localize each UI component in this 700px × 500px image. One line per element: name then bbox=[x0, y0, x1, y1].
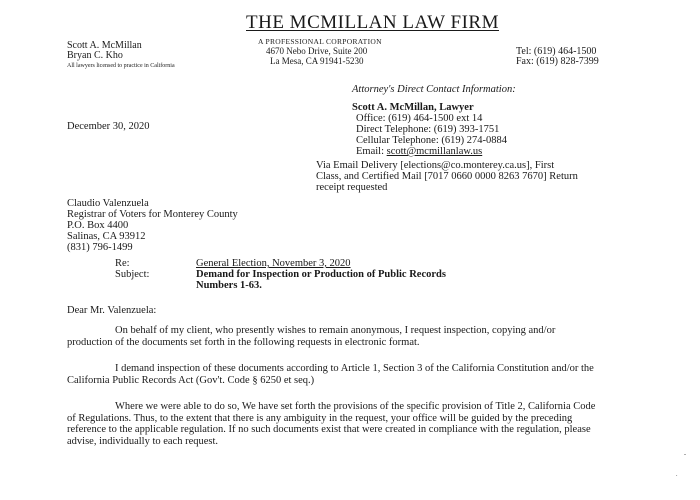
firm-telephone: Tel: (619) 464-1500 bbox=[516, 46, 597, 57]
delivery-line: Via Email Delivery [elections@co.monterey.ca.us], First bbox=[316, 160, 555, 171]
salutation: Dear Mr. Valenzuela: bbox=[67, 305, 157, 316]
recipient-po-box: P.O. Box 4400 bbox=[67, 220, 129, 231]
scan-mark: . bbox=[676, 472, 678, 478]
re-label: Re: bbox=[115, 258, 130, 269]
letter-date: December 30, 2020 bbox=[67, 121, 150, 132]
delivery-line: receipt requested bbox=[316, 182, 388, 193]
attorney-office-phone: Office: (619) 464-1500 ext 14 bbox=[356, 113, 483, 124]
attorney-name: Scott A. McMillan, Lawyer bbox=[352, 102, 474, 113]
partner-name: Bryan C. Kho bbox=[67, 50, 123, 61]
delivery-line: Class, and Certified Mail [7017 0660 0000 8263 7670] Return bbox=[316, 171, 578, 182]
body-paragraph: Where we were able to do so, We have set forth the provisions of the specific provision of Title 2, California Code of Regulations. Thus, to the extent that there is any ambiguity in the request, your office will be guided by the preceding reference to the applicable regulation. If no such documents exist that were created in compliance with the regulation, please advise, individually to each request. bbox=[67, 401, 596, 447]
recipient-city: Salinas, CA 93912 bbox=[67, 231, 146, 242]
admission-note: All lawyers licensed to practice in California bbox=[67, 63, 175, 69]
partner-name: Scott A. McMillan bbox=[67, 40, 142, 51]
recipient-title: Registrar of Voters for Monterey County bbox=[67, 209, 238, 220]
firm-name: THE MCMILLAN LAW FIRM bbox=[246, 12, 499, 33]
firm-address-line2: La Mesa, CA 91941-5230 bbox=[270, 56, 364, 66]
body-paragraph: I demand inspection of these documents according to Article 1, Section 3 of the California Constitution and/or the California Public Records Act (Gov't. Code § 6250 et seq.) bbox=[67, 363, 594, 386]
subject-line: Numbers 1-63. bbox=[196, 280, 262, 291]
re-value: General Election, November 3, 2020 bbox=[196, 258, 351, 269]
subject-line: Demand for Inspection or Production of Public Records bbox=[196, 269, 446, 280]
firm-fax: Fax: (619) 828-7399 bbox=[516, 56, 599, 67]
recipient-name: Claudio Valenzuela bbox=[67, 198, 149, 209]
body-paragraph: On behalf of my client, who presently wishes to remain anonymous, I request inspection, copying and/or production of the documents set forth in the following requests in electronic format. bbox=[67, 325, 556, 348]
contact-heading: Attorney's Direct Contact Information: bbox=[352, 84, 516, 95]
email-link[interactable]: scott@mcmillanlaw.us bbox=[386, 146, 483, 157]
scan-mark: - bbox=[684, 452, 686, 458]
email-label: Email: bbox=[356, 146, 387, 157]
attorney-cell-phone: Cellular Telephone: (619) 274-0884 bbox=[356, 135, 507, 146]
corp-line: A PROFESSIONAL CORPORATION bbox=[258, 37, 382, 46]
subject-label: Subject: bbox=[115, 269, 150, 280]
recipient-phone: (831) 796-1499 bbox=[67, 242, 133, 253]
firm-address-line1: 4670 Nebo Drive, Suite 200 bbox=[266, 46, 368, 56]
attorney-email bbox=[356, 146, 482, 158]
attorney-direct-phone: Direct Telephone: (619) 393-1751 bbox=[356, 124, 500, 135]
